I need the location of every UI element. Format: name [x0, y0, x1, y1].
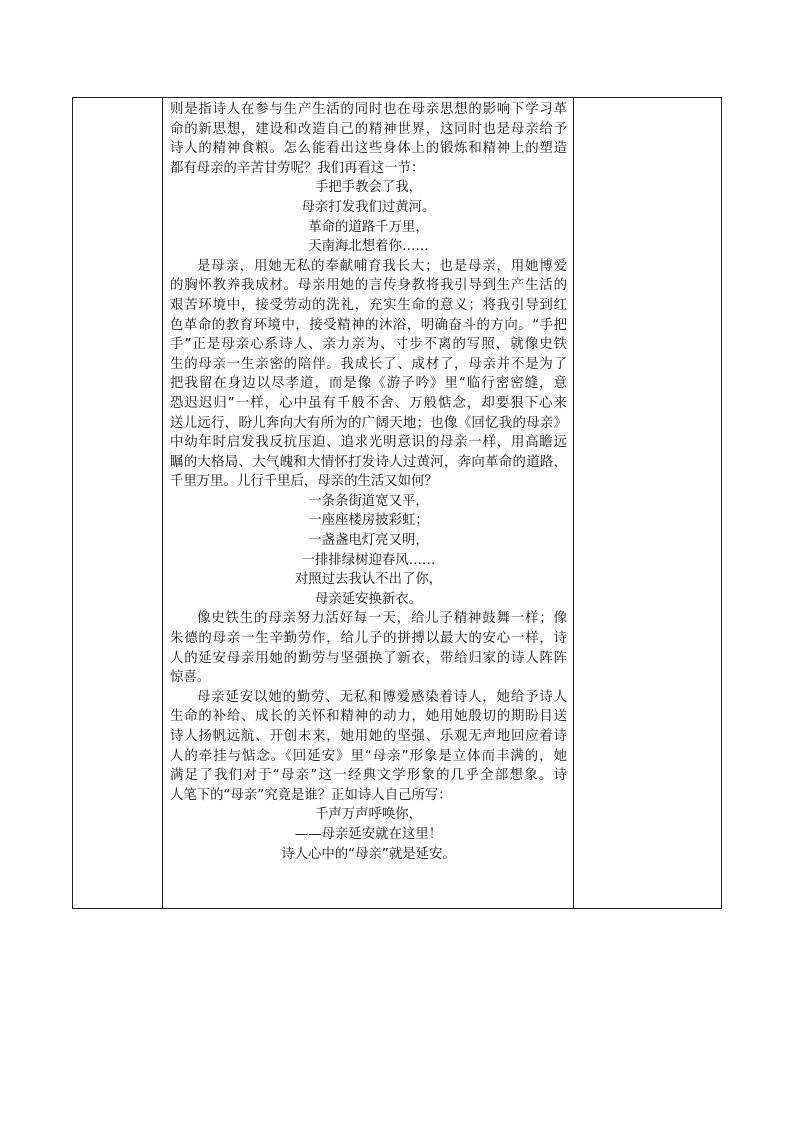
text-line: 生命的补给、成长的关怀和精神的动力，她用她殷切的期盼目送 — [170, 709, 567, 725]
table-content-column — [163, 98, 574, 908]
poem-line: 母亲打发我们过黄河。 — [301, 199, 436, 215]
poem-line: 一盏盏电灯亮又明， — [308, 533, 429, 549]
text-line: 恐迟迟归”一样，心中虽有千般不舍、万般惦念，却要狠下心来 — [170, 395, 567, 411]
poem-line: 手把手教会了我， — [314, 180, 423, 196]
table-right-column — [574, 98, 721, 908]
poem-line: 一条条街道宽又平， — [308, 493, 429, 509]
text-line: 则是指诗人在参与生产生活的同时也在母亲思想的影响下学习革 — [170, 102, 567, 117]
text-line: 色革命的教育环境中，接受精神的沐浴，明确奋斗的方向。“手把 — [170, 317, 567, 333]
text-line: 惊喜。 — [170, 670, 211, 686]
text-line: 瞩的大格局、大气魄和大情怀打发诗人过黄河，奔向革命的道路， — [170, 454, 567, 470]
poem-line: 一排排绿树迎春风…… — [301, 552, 436, 568]
poem-line: 母亲延安换新衣。 — [314, 591, 423, 607]
poem-line: ——母亲延安就在这里！ — [294, 826, 443, 842]
text-line: 诗人的精神食粮。怎么能看出这些身体上的锻炼和精神上的塑造 — [170, 141, 567, 157]
text-line: 把我留在身边以尽孝道，而是像《游子吟》里“临行密密缝，意 — [170, 376, 567, 392]
poem-line: 千声万声呼唤你， — [314, 807, 423, 823]
poem-line: 对照过去我认不出了你， — [294, 572, 443, 588]
poem-line: 天南海北想着你…… — [308, 239, 429, 255]
text-line: 手”正是母亲心系诗人、亲力亲为、寸步不离的写照，就像史铁 — [170, 337, 567, 353]
text-line: 千里万里。儿行千里后，母亲的生活又如何？ — [170, 474, 438, 490]
poem-line: 革命的道路千万里， — [308, 219, 429, 235]
text-line: 中幼年时启发我反抗压迫、追求光明意识的母亲一样，用高瞻远 — [170, 435, 567, 451]
table-left-column — [73, 98, 163, 908]
text-line: 艰苦环境中，接受劳动的洗礼，充实生命的意义；将我引导到红 — [170, 297, 567, 313]
text-line: 诗人扬帆远航、开创未来，她用她的坚强、乐观无声地回应着诗 — [170, 729, 567, 744]
poem-line: 一座座楼房披彩虹； — [308, 513, 429, 529]
text-line: 像史铁生的母亲努力活好每一天，给儿子精神鼓舞一样；像 — [197, 611, 567, 627]
text-line: 人的延安母亲用她的勤劳与坚强换了新衣，带给归家的诗人阵阵 — [170, 650, 567, 666]
text-line: 命的新思想，建设和改造自己的精神世界，这同时也是母亲给予 — [170, 121, 567, 137]
text-line: 人的牵挂与惦念。《回延安》里“母亲”形象是立体而丰满的，她 — [170, 748, 567, 764]
text-line: 朱德的母亲一生辛勤劳作，给儿子的拼搏以最大的安心一样，诗 — [170, 631, 567, 647]
text-line: 的胸怀教养我成材。母亲用她的言传身教将我引导到生产生活的 — [170, 278, 567, 294]
text-line: 都有母亲的辛苦甘劳呢？我们再看这一节： — [170, 160, 425, 176]
text-line: 人笔下的“母亲”究竟是谁？正如诗人自己所写： — [170, 787, 452, 803]
text-line: 生的母亲一生亲密的陪伴。我成长了、成材了，母亲并不是为了 — [170, 356, 567, 372]
text-line: 是母亲，用她无私的奉献哺育我长大；也是母亲，用她博爱 — [197, 258, 567, 274]
text-line: 满足了我们对于“母亲”这一经典文学形象的几乎全部想象。诗 — [170, 768, 567, 784]
text-line: 母亲延安以她的勤劳、无私和博爱感染着诗人，她给予诗人 — [197, 689, 567, 705]
lesson-table — [72, 97, 722, 909]
text-line: 送儿远行，盼儿奔向大有所为的广阔天地；也像《回忆我的母亲》 — [170, 415, 567, 431]
text-line: 诗人心中的“母亲”就是延安。 — [281, 846, 456, 862]
